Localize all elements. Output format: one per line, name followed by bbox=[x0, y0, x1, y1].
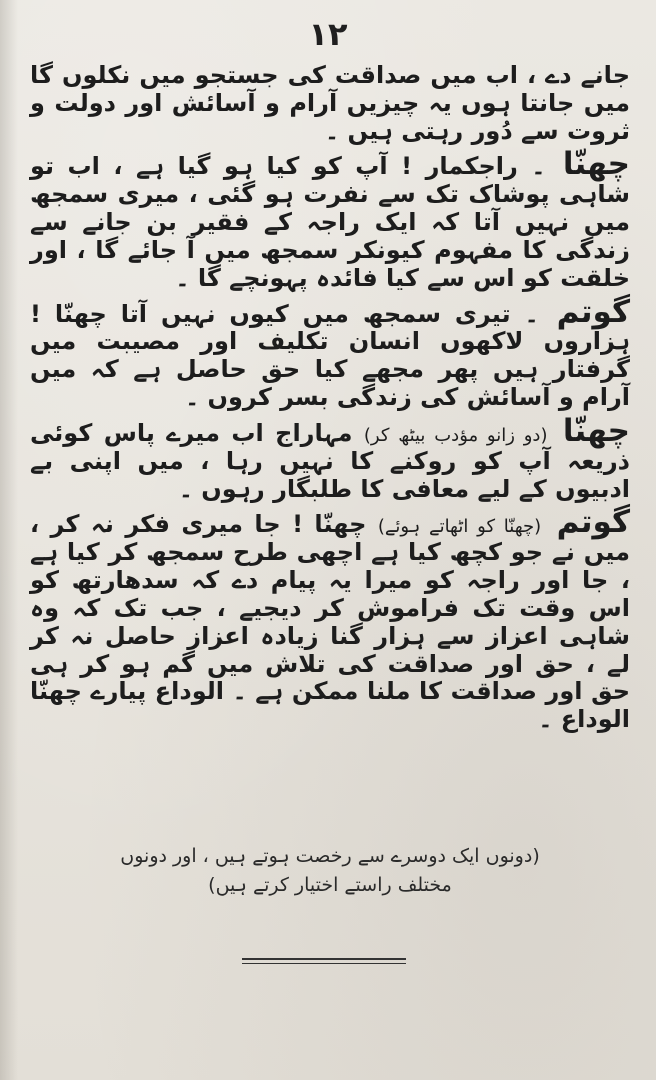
speaker-name: چھنّا bbox=[562, 412, 631, 449]
paragraph-1 bbox=[30, 62, 630, 145]
page-number: ۱۲ bbox=[308, 15, 348, 53]
dash-separator: ۔ bbox=[524, 299, 539, 328]
paragraph-4 bbox=[30, 412, 631, 503]
paragraph-4-text: مہاراج اب میرے پاس کوئی ذریعہ آپ کو روکنے کا نہیں رہا ، میں اپنی بے ادبیوں کے لیے معافی کا طلبگار رہوں ۔ bbox=[30, 418, 630, 503]
closing-stage-direction bbox=[120, 842, 540, 901]
speaker-name: چھنّا bbox=[562, 146, 631, 183]
paragraph-5 bbox=[30, 504, 631, 734]
paragraph-1-text: جانے دے ، اب میں صداقت کی جستجو میں نکلوں گا میں جانتا ہوں یہ چیزیں آرام و آسائش اور دولت و ثروت سے دُور رہتی ہیں ۔ bbox=[30, 61, 630, 145]
speaker-name: گوتم bbox=[556, 293, 631, 330]
dash-separator: ۔ bbox=[531, 152, 546, 181]
stage-direction: (دو زانو مؤدب بیٹھ کر) bbox=[363, 424, 548, 446]
stage-direction: (چھنّا کو اٹھاتے ہوئے) bbox=[377, 516, 542, 538]
paragraph-3 bbox=[30, 293, 631, 412]
closing-line-2: مختلف راستے اختیار کرتے ہیں) bbox=[208, 874, 452, 897]
paragraph-3-text: تیری سمجھ میں کیوں نہیں آتا چھنّا ! ہزاروں لاکھوں انسان تکلیف اور مصیبت میں گرفتار ہیں پھر مجھے کیا حق حاصل ہے کہ میں آرام و آسائش کی زندگی بسر کروں ۔ bbox=[30, 299, 630, 412]
paragraph-2-text: راجکمار ! آپ کو کیا ہو گیا ہے ، اب تو شاہی پوشاک تک سے نفرت ہو گئی ، میری سمجھ میں نہیں آتا کہ ایک راجہ کے فقیر بن جانے سے زندگی کا مفہوم کیونکر سمجھ میں آ جائے گا ، اور خلقت کو اس سے کیا فائدہ پہونچے گا ۔ bbox=[30, 152, 630, 292]
dialogue-body bbox=[30, 62, 630, 734]
speaker-name: گوتم bbox=[556, 504, 631, 541]
closing-line-1: (دونوں ایک دوسرے سے رخصت ہوتے ہیں ، اور دونوں bbox=[120, 845, 540, 867]
paragraph-5-text: چھنّا ! جا میری فکر نہ کر ، میں نے جو کچھ کیا ہے اچھی طرح سمجھ کر کیا ہے ، جا اور راجہ کو میرا یہ پیام دے کہ سدھارتھ کو اس وقت تک فراموش کر دیجیے ، جب تک کہ وہ شاہی اعزاز سے ہزار گنا زیادہ اعزاز حاصل نہ کر لے ، حق اور صداقت کی تلاش میں گم ہو کر ہی حق اور صداقت کا ملنا ممکن ہے ۔ الوداع پیارے چھنّا الوداع ۔ bbox=[30, 510, 630, 734]
section-divider bbox=[242, 958, 406, 964]
paragraph-2 bbox=[30, 146, 631, 292]
